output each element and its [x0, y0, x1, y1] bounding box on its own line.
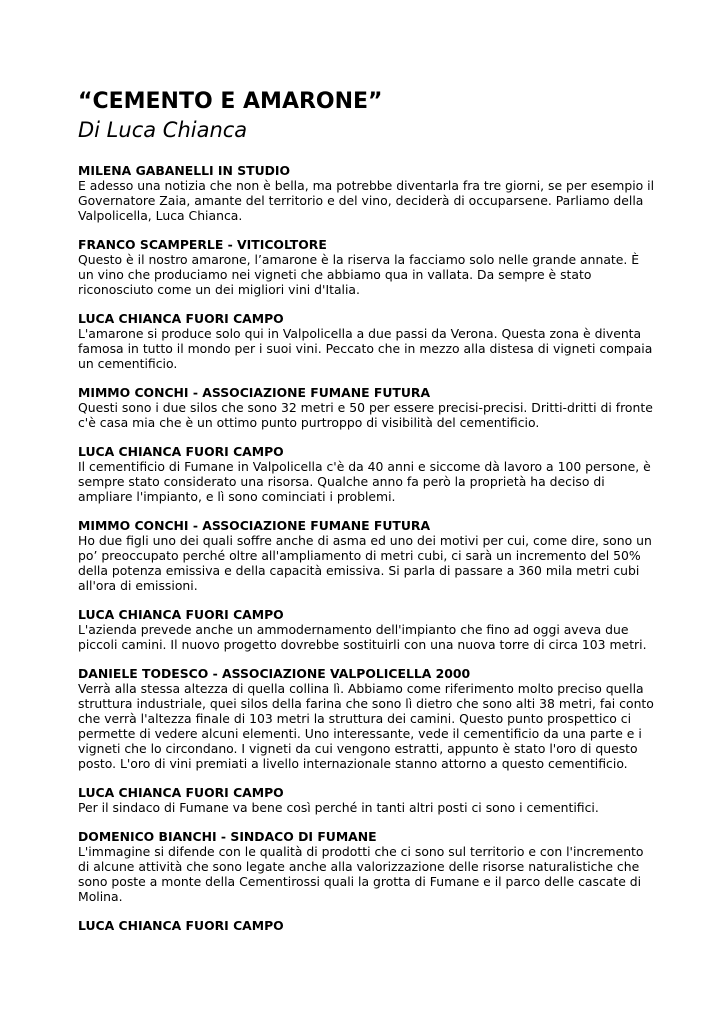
section-5: [78, 518, 658, 593]
section-9: [78, 829, 658, 904]
document-page: [78, 88, 658, 947]
speaker-name: DANIELE TODESCO - ASSOCIAZIONE VALPOLICELLA 2000: [78, 666, 471, 681]
speaker-name: FRANCO SCAMPERLE - VITICOLTORE: [78, 237, 327, 252]
section-text: Ho due figli uno dei quali soffre anche di asma ed uno dei motivi per cui, come dire, sono un po’ preoccupato perché oltre all'ampliamento di metri cubi, ci sarà un incremento del 50% della potenza emissiva e della capacità emissiva. Si parla di passare a 360 mila metri cubi all'ora di emissioni.: [78, 533, 652, 593]
section-text: Questi sono i due silos che sono 32 metri e 50 per essere precisi-precisi. Dritti-dritti di fronte c'è casa mia che è un ottimo punto purtroppo di visibilità del cementificio.: [78, 400, 653, 430]
speaker-name: LUCA CHIANCA FUORI CAMPO: [78, 444, 284, 459]
section-4: [78, 444, 658, 504]
section-10: [78, 918, 658, 933]
section-text: Il cementificio di Fumane in Valpolicella c'è da 40 anni e siccome dà lavoro a 100 persone, è sempre stato considerato una risorsa. Qualche anno fa però la proprietà ha deciso di ampliare l'impianto, e lì sono cominciati i problemi.: [78, 459, 651, 504]
section-0: [78, 163, 658, 223]
section-8: [78, 785, 658, 815]
document-author: Di Luca Chianca: [78, 118, 248, 142]
speaker-name: LUCA CHIANCA FUORI CAMPO: [78, 918, 284, 933]
section-text: Questo è il nostro amarone, l’amarone è la riserva la facciamo solo nelle grande annate. È un vino che produciamo nei vigneti che abbiamo qua in vallata. Da sempre è stato riconosciuto come un dei migliori vini d'Italia.: [78, 252, 640, 297]
section-text: Per il sindaco di Fumane va bene così perché in tanti altri posti ci sono i cementifici.: [78, 800, 599, 815]
section-6: [78, 607, 658, 652]
section-text: L'immagine si difende con le qualità di prodotti che ci sono sul territorio e con l'incremento di alcune attività che sono legate anche alla valorizzazione delle risorse naturalistiche che sono poste a monte della Cementirossi quali la grotta di Fumane e il parco delle cascate di Molina.: [78, 844, 644, 904]
section-text: L'amarone si produce solo qui in Valpolicella a due passi da Verona. Questa zona è diventa famosa in tutto il mondo per i suoi vini. Peccato che in mezzo alla distesa di vigneti compaia un cementificio.: [78, 326, 653, 371]
section-text: Verrà alla stessa altezza di quella collina lì. Abbiamo come riferimento molto preciso quella struttura industriale, quei silos della farina che sono lì dietro che sono alti 38 metri, fai conto che verrà l'altezza finale di 103 metri la struttura dei camini. Questo punto prospettico ci permette di vedere alcuni elementi. Uno interessante, vede il cementificio da una parte e i vigneti che lo circondano. I vigneti da cui vengono estratti, appunto è stato l'oro di questo posto. L'oro di vini premiati a livello internazionale stanno attorno a questo cementificio.: [78, 681, 654, 771]
speaker-name: LUCA CHIANCA FUORI CAMPO: [78, 311, 284, 326]
section-7: [78, 666, 658, 771]
section-2: [78, 311, 658, 371]
speaker-name: MIMMO CONCHI - ASSOCIAZIONE FUMANE FUTURA: [78, 385, 431, 400]
section-3: [78, 385, 658, 430]
section-1: [78, 237, 658, 297]
speaker-name: DOMENICO BIANCHI - SINDACO DI FUMANE: [78, 829, 377, 844]
section-text: L'azienda prevede anche un ammodernamento dell'impianto che fino ad oggi aveva due piccoli camini. Il nuovo progetto dovrebbe sostituirli con una nuova torre di circa 103 metri.: [78, 622, 647, 652]
document-title: “CEMENTO E AMARONE”: [78, 89, 383, 114]
speaker-name: LUCA CHIANCA FUORI CAMPO: [78, 785, 284, 800]
section-text: E adesso una notizia che non è bella, ma potrebbe diventarla fra tre giorni, se per esempio il Governatore Zaia, amante del territorio e del vino, deciderà di occuparsene. Parliamo della Valpolicella, Luca Chianca.: [78, 178, 655, 223]
speaker-name: MIMMO CONCHI - ASSOCIAZIONE FUMANE FUTURA: [78, 518, 431, 533]
speaker-name: LUCA CHIANCA FUORI CAMPO: [78, 607, 284, 622]
speaker-name: MILENA GABANELLI IN STUDIO: [78, 163, 291, 178]
